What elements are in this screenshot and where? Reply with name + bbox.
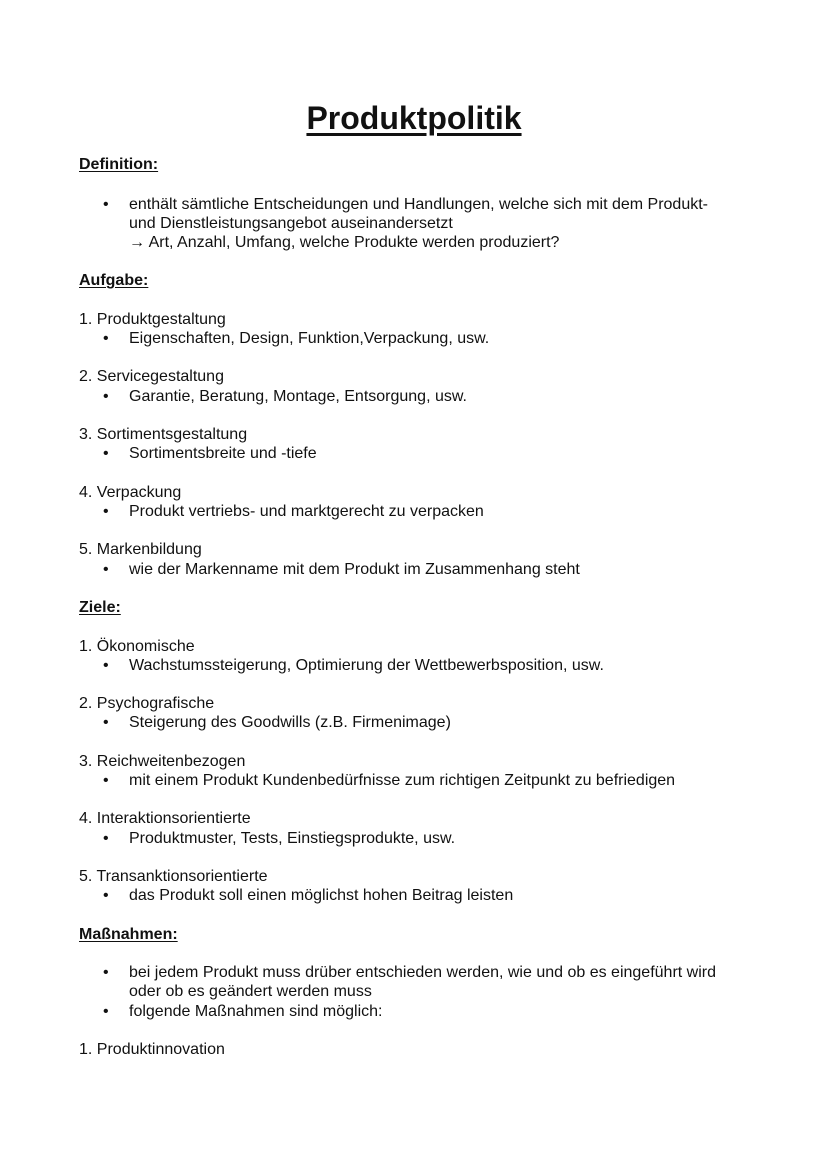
ziele-item-1-label: 1. Ökonomische [79, 638, 195, 655]
massnahmen-bullet-1-line-2: oder ob es geändert werden muss [129, 983, 372, 1000]
aufgabe-item-3-label: 3. Sortimentsgestaltung [79, 426, 248, 443]
heading-ziele: Ziele: [79, 599, 121, 616]
massnahmen-item-1: 1. Produktinnovation [79, 1041, 225, 1058]
bullet-dot: • [103, 388, 109, 405]
definition-line-2: und Dienstleistungsangebot auseinandersetzt [129, 215, 453, 232]
aufgabe-item-2-detail: Garantie, Beratung, Montage, Entsorgung, usw. [129, 388, 467, 405]
page-title: Produktpolitik [306, 100, 522, 136]
aufgabe-item-1-detail: Eigenschaften, Design, Funktion,Verpackung, usw. [129, 330, 490, 347]
heading-aufgabe: Aufgabe: [79, 272, 149, 289]
bullet-dot: • [103, 830, 109, 847]
aufgabe-item-4-label: 4. Verpackung [79, 484, 182, 501]
bullet-dot: • [103, 1003, 109, 1020]
ziele-item-2-label: 2. Psychografische [79, 695, 215, 712]
ziele-item-4-detail: Produktmuster, Tests, Einstiegsprodukte, usw. [129, 830, 456, 847]
ziele-item-2-detail: Steigerung des Goodwills (z.B. Firmenimage) [129, 714, 451, 731]
aufgabe-item-5-label: 5. Markenbildung [79, 541, 202, 558]
bullet-dot: • [103, 714, 109, 731]
massnahmen-bullet-1-line-1: bei jedem Produkt muss drüber entschieden werden, wie und ob es eingeführt wird [129, 964, 716, 981]
aufgabe-item-4-detail: Produkt vertriebs- und marktgerecht zu verpacken [129, 503, 484, 520]
ziele-item-4-label: 4. Interaktionsorientierte [79, 810, 251, 827]
bullet-dot: • [103, 445, 109, 462]
bullet-dot: • [103, 196, 109, 213]
ziele-item-5-detail: das Produkt soll einen möglichst hohen Beitrag leisten [129, 887, 514, 904]
bullet-dot: • [103, 657, 109, 674]
aufgabe-item-1-label: 1. Produktgestaltung [79, 311, 226, 328]
bullet-dot: • [103, 561, 109, 578]
massnahmen-bullet-2: folgende Maßnahmen sind möglich: [129, 1003, 383, 1020]
definition-line-3: → Art, Anzahl, Umfang, welche Produkte werden produziert? [129, 234, 560, 251]
aufgabe-item-5-detail: wie der Markenname mit dem Produkt im Zusammenhang steht [129, 561, 580, 578]
bullet-dot: • [103, 887, 109, 904]
ziele-item-3-detail: mit einem Produkt Kundenbedürfnisse zum richtigen Zeitpunkt zu befriedigen [129, 772, 676, 789]
definition-line-1: enthält sämtliche Entscheidungen und Handlungen, welche sich mit dem Produkt- [129, 196, 708, 213]
aufgabe-item-3-detail: Sortimentsbreite und -tiefe [129, 445, 317, 462]
bullet-dot: • [103, 964, 109, 981]
bullet-dot: • [103, 330, 109, 347]
bullet-dot: • [103, 503, 109, 520]
heading-massnahmen: Maßnahmen: [79, 926, 178, 943]
bullet-dot: • [103, 772, 109, 789]
ziele-item-1-detail: Wachstumssteigerung, Optimierung der Wettbewerbsposition, usw. [129, 657, 604, 674]
ziele-item-5-label: 5. Transanktionsorientierte [79, 868, 268, 885]
heading-definition: Definition: [79, 156, 159, 173]
aufgabe-item-2-label: 2. Servicegestaltung [79, 368, 224, 385]
ziele-item-3-label: 3. Reichweitenbezogen [79, 753, 246, 770]
